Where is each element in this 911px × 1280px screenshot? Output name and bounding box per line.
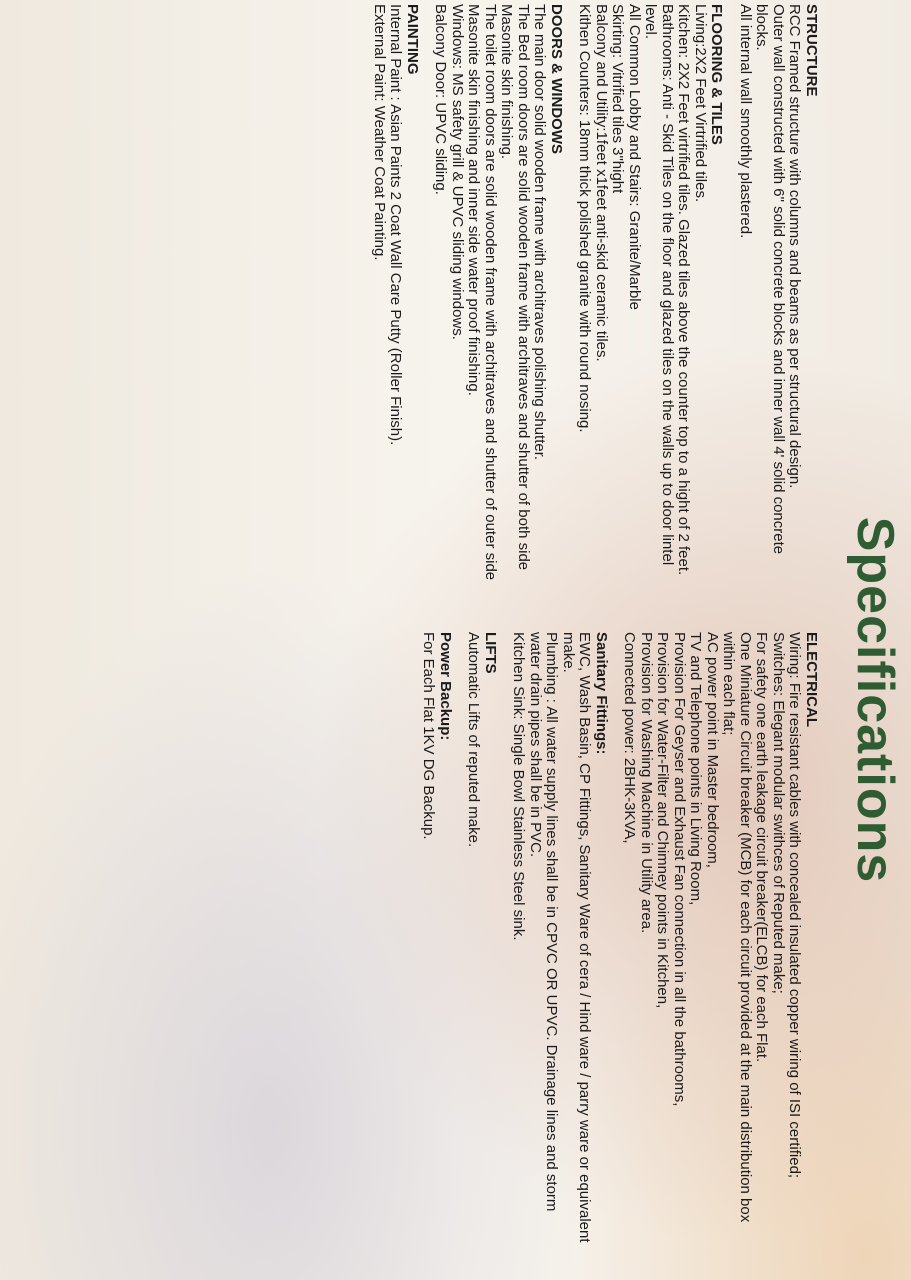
section-heading: PAINTING	[404, 4, 421, 75]
spec-line: Kitchen: 2X2 Feet virtrified tiles. Glazed tiles above the counter top to a hight of 2 feet.	[675, 4, 693, 576]
spec-line: Bathrooms: Anti - Skid Tiles on the floor and glazed tiles on the walls up to door lintel level.	[642, 4, 676, 566]
spec-line: Kitchen Sink: Single Bowl Stainless Steel sink.	[510, 632, 528, 941]
spec-line: Provision For Geyser and Exhaust Fan connection in all the bathrooms,	[671, 632, 688, 1107]
section-lifts	[465, 632, 498, 1244]
spec-line: Plumbing : All water supply lines shall be in CPVC OR UPVC. Drainage lines and storm water drain pipes shall be in PVC.	[527, 632, 561, 1212]
section-heading: LIFTS	[482, 632, 499, 674]
spec-line: The main door solid wooden frame with architraves polishing shutter.	[531, 4, 549, 461]
spec-line: The Bed room doors are solid wooden frame with architraves and shutter of both side Masonite skin finishing.	[498, 4, 532, 571]
spec-line: Kithen Counters: 18mm thick polished granite with round nosing.	[576, 4, 594, 433]
spec-line: Balcony and Utility:1feet x1feet anti-skid ceramic tiles.	[593, 4, 610, 362]
section-heading: STRUCTURE	[803, 4, 820, 97]
section-flooring-tiles	[576, 4, 725, 600]
spec-line: Provision for Water-Filter and Chimney points in Kitchen,	[654, 632, 672, 1009]
page-title: Specifications	[846, 516, 904, 884]
section-heading: ELECTRICAL	[803, 632, 820, 727]
section-heading: Power Backup:	[437, 632, 454, 741]
spec-line: Skirting: Vitrified tiles 3"hight	[609, 4, 627, 194]
spec-line: Living:2X2 Feet Virtrified tiles.	[692, 4, 709, 203]
spec-line: External Paint: Weather Coat Painting.	[371, 4, 388, 261]
spec-line: All Common Lobby and Stairs: Granite/Marble	[626, 4, 643, 310]
right-column	[408, 632, 819, 1244]
spec-line: EWC, Wash Basin, CP Fittings, Sanitary Ware of cera / Hind ware / parry ware or equivalent make.	[560, 632, 594, 1243]
spec-line: AC power point in Master bedroom,	[704, 632, 721, 868]
spec-line: Balcony Door: UPVC sliding.	[432, 4, 450, 195]
spec-line: Switches: Elegant modular swithces of Reputed make;	[770, 632, 787, 994]
spec-line: TV and Telephone points in Living Room,	[687, 632, 705, 906]
spec-line: Automatic Lifts of reputed make.	[465, 632, 483, 848]
section-heading: Sanitary Fittings:	[593, 632, 610, 755]
spec-line: The toilet room doors are solid wooden frame with architraves and shutter of outer side Masonite skin finishing and inner side water proof finishing.	[465, 4, 499, 581]
section-heading: DOORS & WINDOWS	[548, 4, 565, 154]
section-sanitary-fittings	[510, 632, 609, 1244]
spec-line: Provision for Washing Machine in Utility area.	[638, 632, 655, 934]
spec-line: Connected power: 2BHK-3KVA,	[621, 632, 639, 844]
spec-line: Outer wall constructed with 6" solid concrete blocks and inner wall 4' solid concrete blocks.	[753, 4, 787, 555]
section-heading: FLOORING & TILES	[708, 4, 726, 145]
spec-line: Internal Paint : Asian Paints 2 Coat Wall Care Putty (Roller Finish).	[387, 4, 405, 446]
section-electrical	[621, 632, 819, 1244]
spec-line: For Each Flat 1KV DG Backup.	[420, 632, 438, 840]
spec-line: RCC Framed structure with columns and beams as per structural design.	[786, 4, 804, 489]
section-doors-windows	[432, 4, 564, 600]
section-power-backup	[420, 632, 453, 1244]
section-painting	[371, 4, 421, 600]
spec-line: All internal wall smoothly plastered.	[737, 4, 754, 239]
spec-line: For safety one earth leakage circuit breaker(ELCB) for each Flat.	[753, 632, 771, 1063]
left-column	[359, 4, 820, 600]
spec-line: Windows: MS safety grill & UPVC sliding windows.	[449, 4, 466, 340]
spec-line: Wiring: Fire resistant cables with concealed insulated copper wiring of ISI certified;	[786, 632, 804, 1179]
spec-line: One Miniature Circuit breaker (MCB) for each circuit provided at the main distribution box within each flat;	[720, 632, 754, 1223]
section-structure	[737, 4, 820, 600]
